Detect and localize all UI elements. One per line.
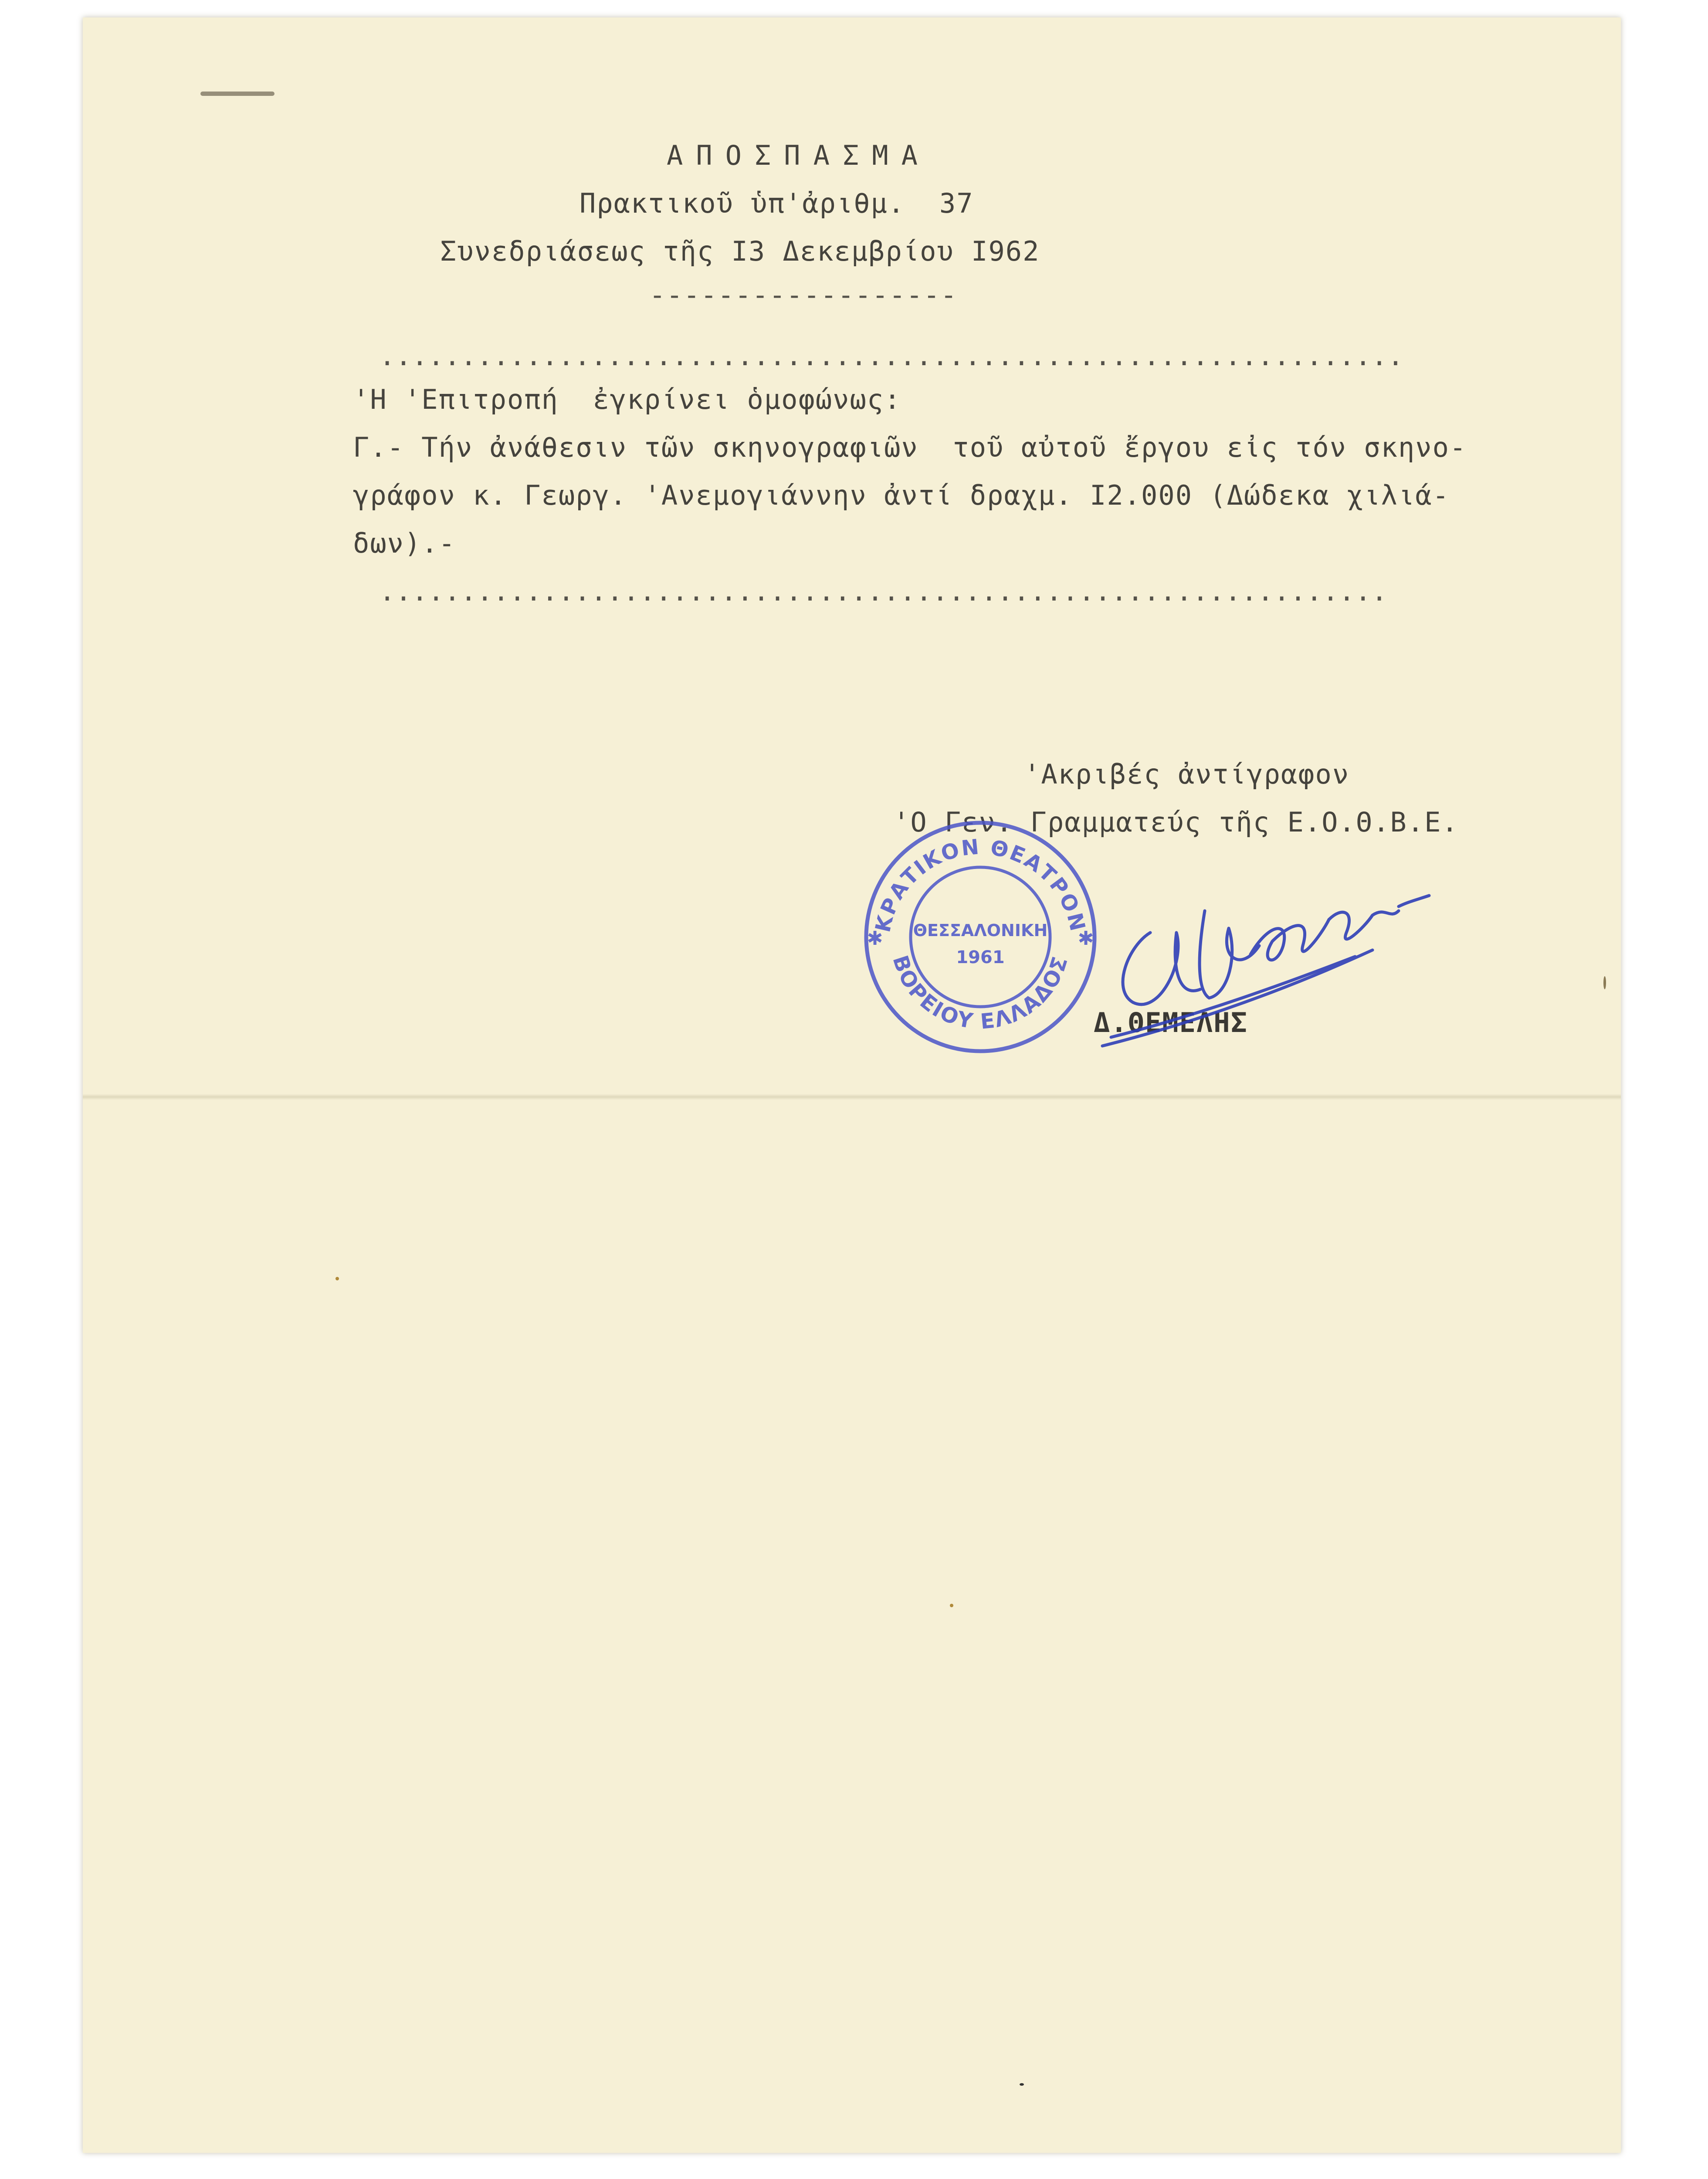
svg-text:✱: ✱: [1078, 927, 1094, 950]
ellipsis-line-top: ...............................................................: [379, 340, 1404, 372]
signer-name: Δ.ΘΕΜΕΛΗΣ: [1094, 1007, 1248, 1039]
minutes-number: Πρακτικοῦ ὑπ'ἀριθμ. 37: [580, 187, 974, 219]
paper-speck: [1020, 2083, 1024, 2086]
paper-speck: [336, 1277, 339, 1280]
ellipsis-line-bottom: ..............................................................: [379, 575, 1388, 607]
stamp-year: 1961: [956, 947, 1005, 967]
session-date: Συνεδριάσεως τῆς Ι3 Δεκεμβρίου Ι962: [440, 235, 1040, 267]
stamp-bottom-text: ΒΟΡΕΙΟΥ ΕΛΛΑΔΟΣ: [888, 952, 1073, 1034]
stamp-top-text: ΚΡΑΤΙΚΟΝ ΘΕΑΤΡΟΝ: [871, 835, 1090, 935]
stamp-city: ΘΕΣΣΑΛΟΝΙΚΗ: [913, 921, 1048, 940]
paper-fold: [83, 1094, 1621, 1100]
body-text-line: δων).-: [353, 527, 456, 559]
body-text-line: γράφον κ. Γεωργ. 'Ανεμογιάννην ἀντί δραχμ. Ι2.000 (Δώδεκα χιλιά-: [353, 479, 1450, 511]
paper-speck: [950, 1604, 953, 1607]
body-text-line: 'Η 'Επιτροπή ἐγκρίνει ὁμοφώνως:: [353, 384, 901, 415]
document-page: [83, 17, 1621, 2153]
title-underline: ------------------: [649, 279, 958, 311]
document-title: ΑΠΟΣΠΑΣΜΑ: [667, 139, 931, 171]
paper-mark: [1603, 976, 1606, 989]
svg-text:ΚΡΑΤΙΚΟΝ ΘΕΑΤΡΟΝ: [871, 835, 1090, 934]
handwritten-signature: [1085, 859, 1434, 1055]
secretary-title: 'Ο Γεν. Γραμματεύς τῆς Ε.Ο.Θ.Β.Ε.: [893, 806, 1459, 838]
svg-text:✱: ✱: [867, 927, 883, 950]
staple-mark: [200, 92, 274, 96]
official-stamp: [858, 815, 1102, 1059]
certification-line: 'Ακριβές ἀντίγραφον: [1024, 758, 1350, 790]
body-text-line: Γ.- Τήν ἀνάθεσιν τῶν σκηνογραφιῶν τοῦ αὐτοῦ ἔργου εἰς τόν σκηνο-: [353, 431, 1467, 463]
